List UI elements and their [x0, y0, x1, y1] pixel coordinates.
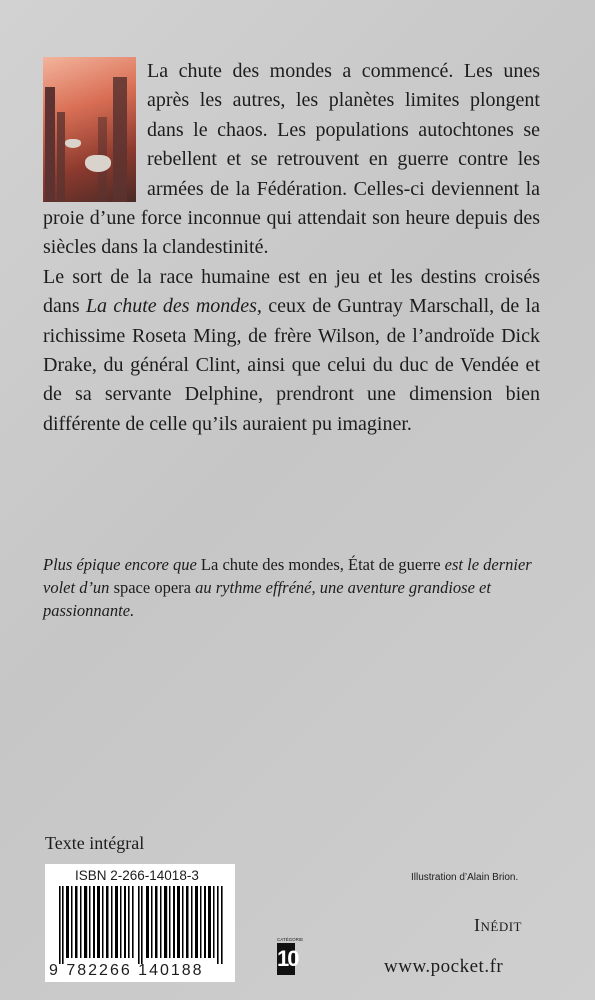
tagline-part-5: au rythme effréné, une aventure grandiose et passionnante.: [43, 578, 491, 620]
blurb-paragraph-2-start: Le sort de la race humaine est en jeu et les destins croisés dans: [43, 265, 540, 318]
tagline-genre: space opera: [113, 578, 191, 597]
blurb-text: [43, 57, 540, 439]
publisher-website: www.pocket.fr: [384, 956, 504, 977]
barcode-bars: [57, 886, 229, 964]
barcode-digits: 9 782266 140188: [49, 962, 204, 979]
blurb-paragraph-2: [43, 263, 540, 439]
barcode: [45, 864, 235, 982]
isbn-label: ISBN 2-266-14018-3: [75, 868, 199, 883]
tagline-titles: La chute des mondes, État de guerre: [200, 555, 441, 574]
blurb-book-title: La chute des mondes,: [85, 295, 262, 318]
tagline-part-1: Plus épique encore que: [43, 555, 201, 574]
texte-integral-label: Texte intégral: [45, 833, 145, 853]
blurb-paragraph-2-end: ceux de Guntray Marschall, de la richissime Roseta Ming, de frère Wilson, de l’androïde Dick Drake, du général Clint, ainsi que celui du duc de Vendée et de sa servante Delphine, prendront une dimension bien différente de celle qu’ils auraient pu imaginer.: [43, 295, 540, 435]
categorie-label: CATÉGORIE: [277, 937, 304, 942]
illustration-credit: Illustration d’Alain Brion.: [411, 872, 519, 883]
inedit-label: Inédit: [474, 915, 522, 935]
tagline: [43, 553, 543, 622]
blurb-paragraph-1: La chute des mondes a commencé. Les unes après les autres, les planètes limites plongent dans le chaos. Les populations autochtones se rebellent et se retrouvent en guerre contre les armées de la Fédération. Celles-ci deviennent la proie d’une force inconnue qui attendait son heure depuis des siècles dans la clandestinité.: [43, 60, 540, 259]
tagline-part-3: est le dernier volet d’un: [43, 555, 532, 597]
categorie-number: 10: [277, 943, 295, 975]
